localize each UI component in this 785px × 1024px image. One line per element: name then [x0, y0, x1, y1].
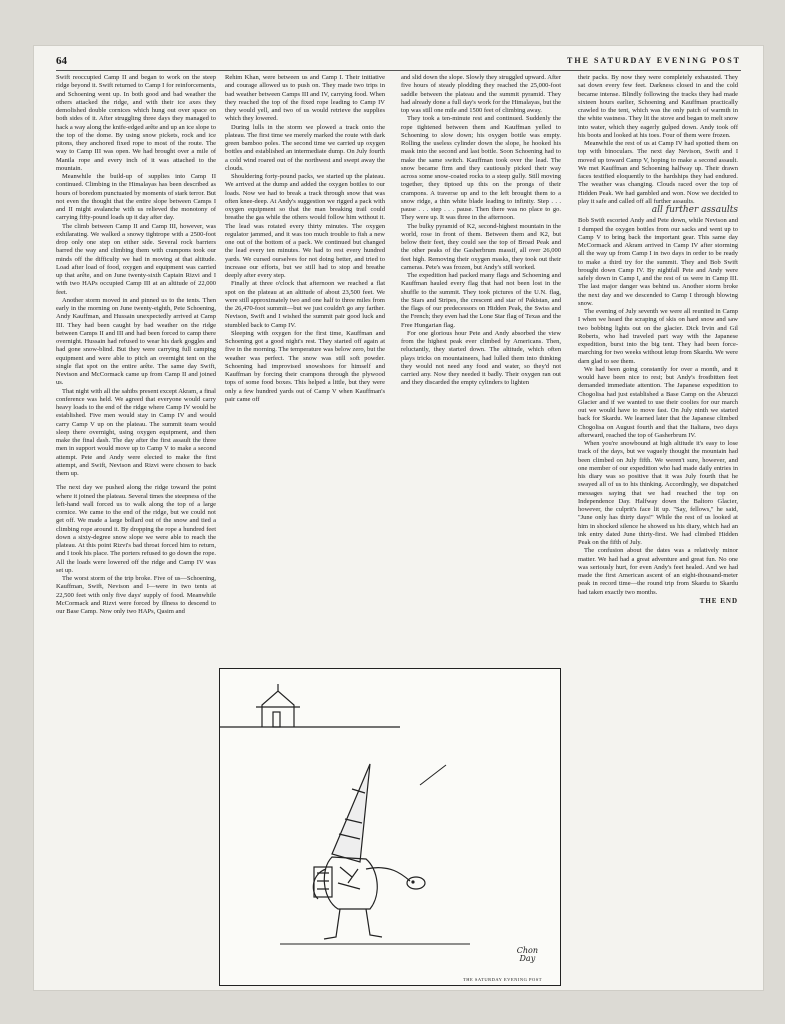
- text-column-4: [578, 74, 738, 972]
- paragraph: Shouldering forty-pound packs, we started up the plateau. We arrived at the dump and added the oxygen bottles to our loads. Now we had to break a track through snow that was often knee-deep. At Andy's suggestion we rigged a pack with oxygen equipment so that the man breaking trail could breathe the gas while the others would follow him without it. The lead was rotated every thirty minutes. The oxygen regulator jammed, and it was too much trouble to fish a new one out of the bottom of a pack. We continued but changed the lead every ten minutes. We had to rest every hundred yards. We cursed ourselves for not doing better, and tried to increase our efforts, but we still had to stop and breathe deeply after every step.: [225, 173, 385, 279]
- paragraph: their packs. By now they were completely exhausted. They sat down every few feet. Darkness closed in and the cold became intense. Blindly following the tracks they had made sixteen hours earlier, Schoening and Kauffman practically crawled to the tent, which was the only patch of warmth in the white vastness. They lit the stove and began to melt snow into water, which they eagerly gulped down. Andy took off his boots and looked at his toes. Four of them were frozen.: [578, 74, 738, 139]
- paragraph: Another storm moved in and pinned us to the tents. Then early in the morning on June twenty-eighth, Pete Schoening, Andy Kauffman, and Hussain unexpectedly arrived at Camp III. They had been caught by bad weather on the ridge between Camps II and III and had been forced to camp there overnight. Hussain had refused to wear his dark goggles and had gone snow-blind. But they were carrying full camping equipment and were able to pitch an overnight tent on the single flat spot on the entire arête. The same day Swift, Nevison and McCormack came up from Camp II and joined us.: [56, 296, 216, 387]
- text-column-2: [225, 74, 385, 664]
- paragraph: For one glorious hour Pete and Andy absorbed the view from the highest peak ever climbed by Americans. Then, reluctantly, they started down. The altitude, which often plays tricks on mountaineers, had lulled them into thinking they would not need any food and water, so they'd not carried any. Now they needed it badly. Their oxygen ran out and they discarded the empty cylinders to lighten: [401, 329, 561, 387]
- paragraph: When you're snowbound at high altitude it's easy to lose track of the days, but we vaguely thought the mountain had been climbed on July fifth. We weren't sure, however, and one member of our expedition who had made daily entries in his diary was so positive that it was July fourth that he swayed all of us to his thinking. Accordingly, we dispatched messages saying that we had reached the top on Independence Day. Halfway down the Baltoro Glacier, however, the culprit's face lit up. "Say, fellows," he said, "June only has thirty days!" While the rest of us looked at him in shocked silence he showed us his diary, which had an ink entry dated June thirty-first. We had climbed Hidden Peak on the fifth of July.: [578, 440, 738, 546]
- paragraph: During lulls in the storm we plowed a track onto the plateau. The first time we merely marked the route with dark green bamboo poles. The second time we carried up oxygen bottles and established an intermediate dump. On July fourth a cold wind roared out of the northwest and swept away the clouds.: [225, 123, 385, 172]
- cartoon-illustration: [219, 668, 561, 986]
- climber-figure: [313, 764, 425, 939]
- paragraph: Meanwhile the rest of us at Camp IV had spotted them on top with binoculars. The next day Nevison, Swift and I moved up toward Camp V, hoping to make a second assault. We met Kauffman and Schoening halfway up. Their drawn faces testified eloquently to the hardships they had endured. The weather was changing. Clouds raced over the top of Hidden Peak. We had gambled and won. Now we decided to play it safe and called off all further assaults.: [578, 140, 738, 205]
- artist-signature: [517, 947, 538, 963]
- signature-line-1: Chon: [516, 946, 538, 955]
- slope-line: [420, 765, 446, 785]
- paragraph: The evening of July seventh we were all reunited in Camp I when we heard the scraping of skis on hard snow and saw two bobbing lights out on the glacier. Dick Irvin and Gil Roberts, who had traveled part way with the Japanese expedition, burst into the big tent. They had been force-marching for two weeks without letup from Skardu. We were darn glad to see them.: [578, 308, 738, 365]
- paragraph: Meanwhile the build-up of supplies into Camp II continued. Climbing in the Himalayas has been described as hours of boredom punctuated by moments of stark terror. But not even the thought that the entire slope between Camps I and II might avalanche with us relieved the monotony of carrying fifty-pound loads up it day after day.: [56, 173, 216, 222]
- paragraph: and slid down the slope. Slowly they struggled upward. After five hours of steady plodding they reached the 25,000-foot saddle between the plateau and the summit pyramid. They had already done a full day's work for the Himalayas, but the top was still one mile and 1500 feet of climbing away.: [401, 74, 561, 114]
- magazine-page: [34, 46, 763, 990]
- signature-line-2: Day: [519, 954, 536, 963]
- paragraph: The expedition had packed many flags and Schoening and Kauffman hauled every flag that had not been lost in the shuffle to the summit. They took pictures of the U.N. flag, the Stars and Stripes, the crescent and star of Pakistan, and the flags of our predecessors on Hidden Peak, the Swiss and the French; they even had the Lone Star flag of Texas and the Free Hungarian flag.: [401, 272, 561, 329]
- cartoon-drawing: [220, 669, 560, 985]
- paragraph: The confusion about the dates was a relatively minor matter. We had had a great adventure and great fun. No one was seriously hurt, for even Andy's feet healed. And we had made the first American ascent of an eight-thousand-meter peak in record time—the round trip from Skardu to Skardu had taken exactly two months.: [578, 547, 738, 596]
- paragraph: The worst storm of the trip broke. Five of us—Schoening, Kauffman, Swift, Nevison and I—were in two tents at 22,500 feet with only five days' supply of food. Meanwhile McCormack and Rizvi were forced by illness to descend to our Base Camp. Now only two HAPs, Qasim and: [56, 575, 216, 615]
- handwritten-note: all further assaults: [651, 205, 738, 215]
- page-number: 64: [56, 55, 67, 67]
- text-column-3: [401, 74, 561, 664]
- cartoon-credit: THE SATURDAY EVENING POST: [462, 977, 542, 982]
- page-header: [56, 54, 741, 71]
- magazine-title: THE SATURDAY EVENING POST: [567, 56, 741, 65]
- paragraph: That night with all the sahibs present except Akram, a final conference was held. We agreed that everyone would carry heavy loads to the end of the ridge where Camp IV would be established. Five men would stay in Camp IV and would carry Camp V up on the plateau. The summit team would sleep there overnight, using oxygen equipment, and then make the final dash. The day after the first assault the three men in support would move up to Camp V to make a second attempt. Pete and Andy were elected to make the first attempt, and Swift, Nevison and Rizvi were chosen to back them up.: [56, 387, 216, 477]
- paragraph: They took a ten-minute rest and continued. Suddenly the rope tightened between them and Kauffman yelled to Schoening to slow down; his oxygen bottle was empty. Rolling the useless cylinder down the slope, he hooked his mask into the second and last bottle. Soon Schoening had to make the same switch. Kauffman took over the lead. The snow became firm and they cautiously picked their way across some snow-coated rocks to a steep gully. Still moving together, they tiptoed up this on the prongs of their crampons. A traverse up and to the left brought them to a snow ridge, a thin white blade leading to infinity. Step . . . pause . . . step . . . pause. Then there was no place to go. They were up. It was three in the afternoon.: [401, 115, 561, 222]
- paragraph: We had been going constantly for over a month, and it would have been nice to rest; but Andy's frostbitten feet demanded immediate attention. The Japanese expedition to Chogolisa had just established a Base Camp on the Abruzzi Glacier and if we wanted to use their coolies for our march out we would have to move fast. On July ninth we started back for Skardu. We learned later that the Japanese climbed Chogolisa on August fourth and that the Italians, two days afterward, reached the top of Gasherbrum IV.: [578, 365, 738, 439]
- paragraph: Sleeping with oxygen for the first time, Kauffman and Schoening got a good night's rest. They started off again at five in the morning. The temperature was below zero, but the weather was perfect. The snow was still soft powder. Schoening had improvised snowshoes for himself and Kauffman by forcing their crampons through the plywood tops of some food boxes. This helped a little, but they were only a few hundred yards out of Camp V when Kauffman's pair came off: [225, 329, 385, 403]
- paragraph-section-start: Bob Swift escorted Andy and Pete down, while Nevison and I dumped the oxygen bottles from our sacks and went up to Camp V to bring back the important gear. This same day McCormack and Akram arrived in Camp IV after storming all the way up from Camp I in two days in order to be ready to make a third try for the summit. They and Bob Swift brought down Camp IV. By nightfall Pete and Andy were safely down in Camp I, and the rest of us were in Camp III. The last major danger was behind us. Another storm broke the next day and we descended to Camp I through blowing snow.: [578, 217, 738, 307]
- paragraph: Finally at three o'clock that afternoon we reached a flat spot on the plateau at an altitude of about 23,500 feet. We were still approximately two and one half to three miles from the 26,470-foot summit—but we just couldn't go any farther. Nevison, Swift and I wished the summit pair good luck and stumbled back to Camp IV.: [225, 280, 385, 329]
- paragraph: Rehim Khan, were between us and Camp I. Their initiative and courage allowed us to push on. They made two trips in bad weather between Camps III and IV, carrying food. When they reached the top of the fixed rope leading to Camp IV they would yell, and two of us would retrieve the supplies which they lowered.: [225, 74, 385, 123]
- text-column-1: [56, 74, 216, 944]
- the-end-mark: THE END: [699, 596, 738, 605]
- paragraph-section-start: The next day we pushed along the ridge toward the point where it joined the plateau. Several times the steepness of the left-hand wall forced us to walk along the top of a large cornice. We came to the end of the ridge, but we could not get off. We made a large bollard out of the snow and tied a climbing rope around it. By dropping the rope a hundred feet down a sixty-degree snow slope we were able to reach the plateau. At this point Rizvi's bad throat forced him to return, and I took his place. The porters refused to go down the rope. All the loads were lowered off the ridge and Camp IV was set up.: [56, 484, 216, 574]
- summit-hut-drawing: [220, 684, 400, 727]
- paragraph: The bulky pyramid of K2, second-highest mountain in the world, rose in front of them. Between them and K2, but below their feet, they could see the top of Broad Peak and the other peaks of the Gasherbrum massif, all over 26,000 feet high. Removing their oxygen masks, they took out their cameras. Pete's was frozen, but Andy's still worked.: [401, 222, 561, 271]
- paragraph: The climb between Camp II and Camp III, however, was exhilarating. We walked a snowy tightrope with a 2500-foot drop only one step on either side. Several rock barriers barred the way and climbing them with crampons took our minds off the difficulty we had in moving at that altitude. Load after load of food, oxygen and equipment was carried up that arête, and on June twenty-sixth Captain Rizvi and I with two HAPs occupied Camp III at an altitude of 22,000 feet.: [56, 222, 216, 296]
- paragraph: Swift reoccupied Camp II and began to work on the steep ridge beyond it. Swift returned to Camp I for reinforcements, and Schoening went up. In both good and bad weather the others attacked the ridge, and with their ice axes they demolished double cornices which hung out over space on both sides of it. After struggling three days they managed to hack a way along the knife-edged arête and up an ice slope to the top of the dome. By using snow pickets, rock and ice pitons, they anchored fixed rope to most of the route. The way to Camp III was open. We had brought over a mile of Manila rope and every inch of it was attached to the mountain.: [56, 74, 216, 172]
